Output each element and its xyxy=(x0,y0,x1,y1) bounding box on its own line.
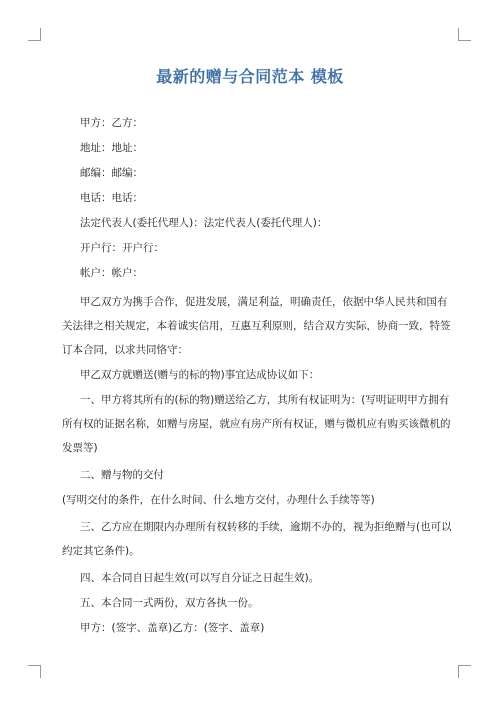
phone-line: 电话：电话： xyxy=(80,192,143,204)
account-line: 帐户：帐户： xyxy=(80,267,143,279)
clause-2-detail: (写明交付的条件，在什么时间、什么地方交付，办理什么手续等等) xyxy=(62,494,375,506)
clause-3-line-2: 约定其它条件)。 xyxy=(62,545,140,557)
address-line: 地址：地址： xyxy=(80,142,143,154)
postcode-line: 邮编：邮编： xyxy=(80,167,143,179)
crop-mark-top-right xyxy=(458,28,471,41)
preamble-line-1: 甲乙双方为携手合作，促进发展，满足利益，明确责任，依据中华人民共和国有 xyxy=(80,296,448,308)
agreement-intro: 甲乙双方就赠送(赠与的标的物)事宜达成协议如下： xyxy=(80,369,320,381)
crop-mark-bottom-right xyxy=(458,665,471,678)
clause-5: 五、本合同一式两份，双方各执一份。 xyxy=(80,597,259,609)
clause-1-line-1: 一、甲方将其所有的(标的物)赠送给乙方，其所有权证明为：(写明证明甲方拥有 xyxy=(80,394,450,406)
crop-mark-top-left xyxy=(28,28,41,41)
clause-2-heading: 二、赠与物的交付 xyxy=(80,469,164,481)
clause-1-line-2: 所有权的证据名称，如赠与房屋，就应有房产所有权证，赠与微机应有购买该微机的 xyxy=(62,418,451,430)
clause-3-line-1: 三、乙方应在期限内办理所有权转移的手续，逾期不办的，视为拒绝赠与(也可以 xyxy=(80,521,452,533)
crop-mark-bottom-left xyxy=(28,665,41,678)
clause-4: 四、本合同自日起生效(可以写自分证之日起生效)。 xyxy=(80,572,320,584)
document-title: 最新的赠与合同范本 模板 xyxy=(156,67,344,86)
party-names-line: 甲方：乙方： xyxy=(80,117,143,129)
bank-line: 开户行：开户行： xyxy=(80,242,164,254)
preamble-line-3: 订本合同，以求共同恪守： xyxy=(62,344,188,356)
preamble-line-2: 关法律之相关规定，本着诚实信用，互惠互利原则，结合双方实际，协商一致，特签 xyxy=(62,320,451,332)
clause-1-line-3: 发票等) xyxy=(62,442,98,454)
legal-rep-line: 法定代表人(委托代理人)：法定代表人(委托代理人)： xyxy=(80,217,328,229)
signature-line: 甲方：(签字、盖章)乙方：(签字、盖章) xyxy=(80,622,265,634)
